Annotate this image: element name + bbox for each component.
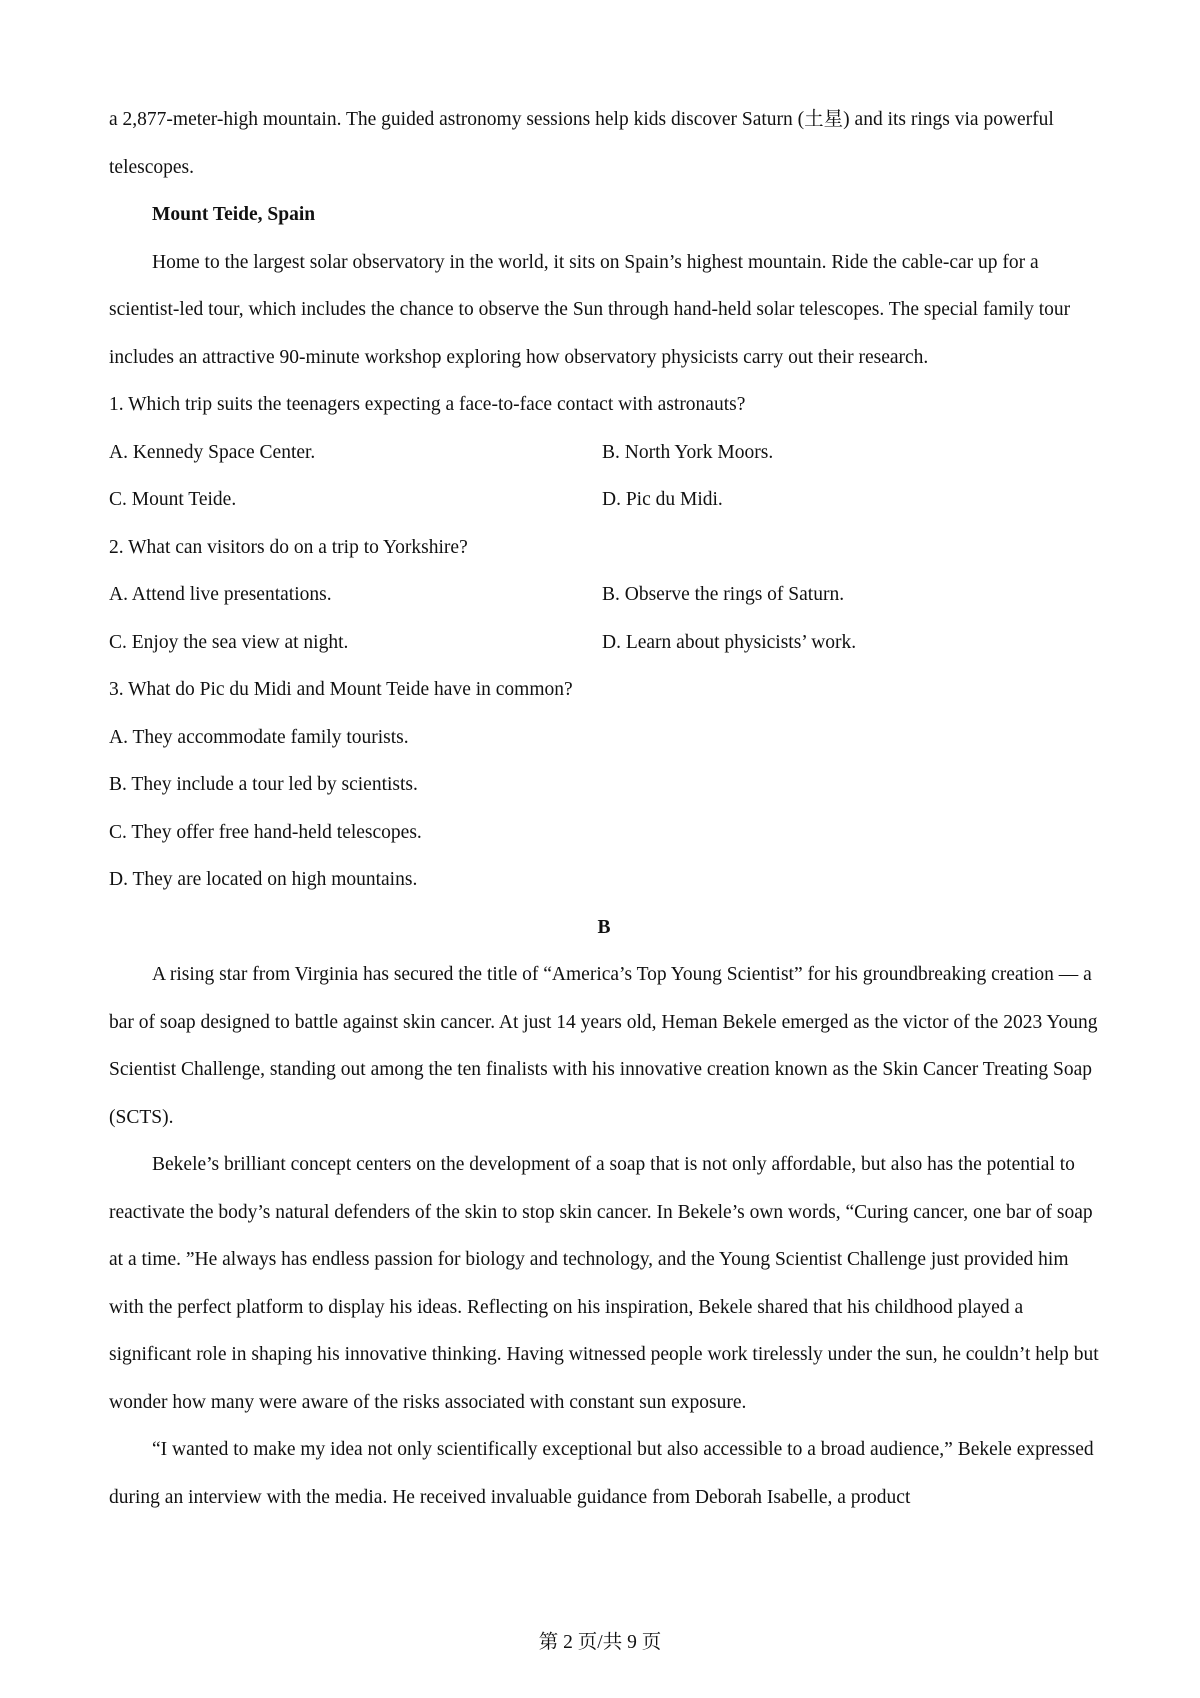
- heading-mount-teide: Mount Teide, Spain: [152, 204, 316, 225]
- question-1-option-d: D. Pic du Midi.: [602, 489, 723, 510]
- question-1-option-a: A. Kennedy Space Center.: [109, 441, 316, 463]
- question-3-option-d: D. They are located on high mountains.: [109, 869, 418, 890]
- question-1-options-row-1: [109, 429, 1099, 477]
- paragraph-mount-teide: Home to the largest solar observatory in the world, it sits on Spain’s highest mountain. Ride the cable-car up for a scientist-led tour, which includes the chance to observe the Sun through hand-held solar telescopes. The special family tour includes an attractive 90-minute workshop exploring how observatory physicists carry out their research.: [109, 251, 1071, 368]
- question-1-option-b: B. North York Moors.: [602, 441, 774, 463]
- page-footer: [0, 1628, 1200, 1658]
- passage-b-paragraph-3: “I wanted to make my idea not only scientifically exceptional but also accessible to a broad audience,” Bekele expressed during an interview with the media. He received invaluable guidance from Deborah Isabelle, a product: [109, 1439, 1094, 1508]
- question-3-option-c: C. They offer free hand-held telescopes.: [109, 821, 422, 843]
- paragraph-saturn-continuation: a 2,877-meter-high mountain. The guided astronomy sessions help kids discover Saturn (土星) and its rings via powerful telescopes.: [109, 109, 1054, 178]
- question-1-option-c: C. Mount Teide.: [109, 489, 237, 510]
- question-2-options-row-1: [109, 571, 1099, 619]
- passage-b-paragraph-1: A rising star from Virginia has secured the title of “America’s Top Young Scientist” for his groundbreaking creation — a bar of soap designed to battle against skin cancer. At just 14 years old, Heman Bekele emerged as the victor of the 2023 Young Scientist Challenge, standing out among the ten finalists with his innovative creation known as the Skin Cancer Treating Soap (SCTS).: [109, 964, 1098, 1128]
- question-3-option-b: B. They include a tour led by scientists.: [109, 774, 418, 795]
- question-2-stem: 2. What can visitors do on a trip to Yorkshire?: [109, 536, 468, 558]
- question-3-stem: 3. What do Pic du Midi and Mount Teide have in common?: [109, 679, 573, 700]
- question-1-options-row-2: [109, 476, 1099, 524]
- question-2-option-c: C. Enjoy the sea view at night.: [109, 631, 349, 653]
- passage-b-paragraph-2: Bekele’s brilliant concept centers on the development of a soap that is not only affordable, but also has the potential to reactivate the body’s natural defenders of the skin to stop skin cancer. In Bekele’s own words, “Curing cancer, one bar of soap at a time. ”He always has endless passion for biology and technology, and the Young Scientist Challenge just provided him with the perfect platform to display his ideas. Reflecting on his inspiration, Bekele shared that his childhood played a significant role in shaping his innovative thinking. Having witnessed people work tirelessly under the sun, he couldn’t help but wonder how many were aware of the risks associated with constant sun exposure.: [109, 1154, 1099, 1413]
- question-3-option-a: A. They accommodate family tourists.: [109, 726, 409, 748]
- question-2-option-a: A. Attend live presentations.: [109, 584, 332, 605]
- page-content: [109, 96, 1099, 1521]
- question-2-option-b: B. Observe the rings of Saturn.: [602, 584, 845, 605]
- section-letter-b: B: [597, 916, 611, 938]
- question-2-options-row-2: [109, 619, 1099, 667]
- question-2-option-d: D. Learn about physicists’ work.: [602, 631, 857, 653]
- question-1-stem: 1. Which trip suits the teenagers expecting a face-to-face contact with astronauts?: [109, 394, 746, 415]
- page-number: 第 2 页/共 9 页: [538, 1632, 662, 1653]
